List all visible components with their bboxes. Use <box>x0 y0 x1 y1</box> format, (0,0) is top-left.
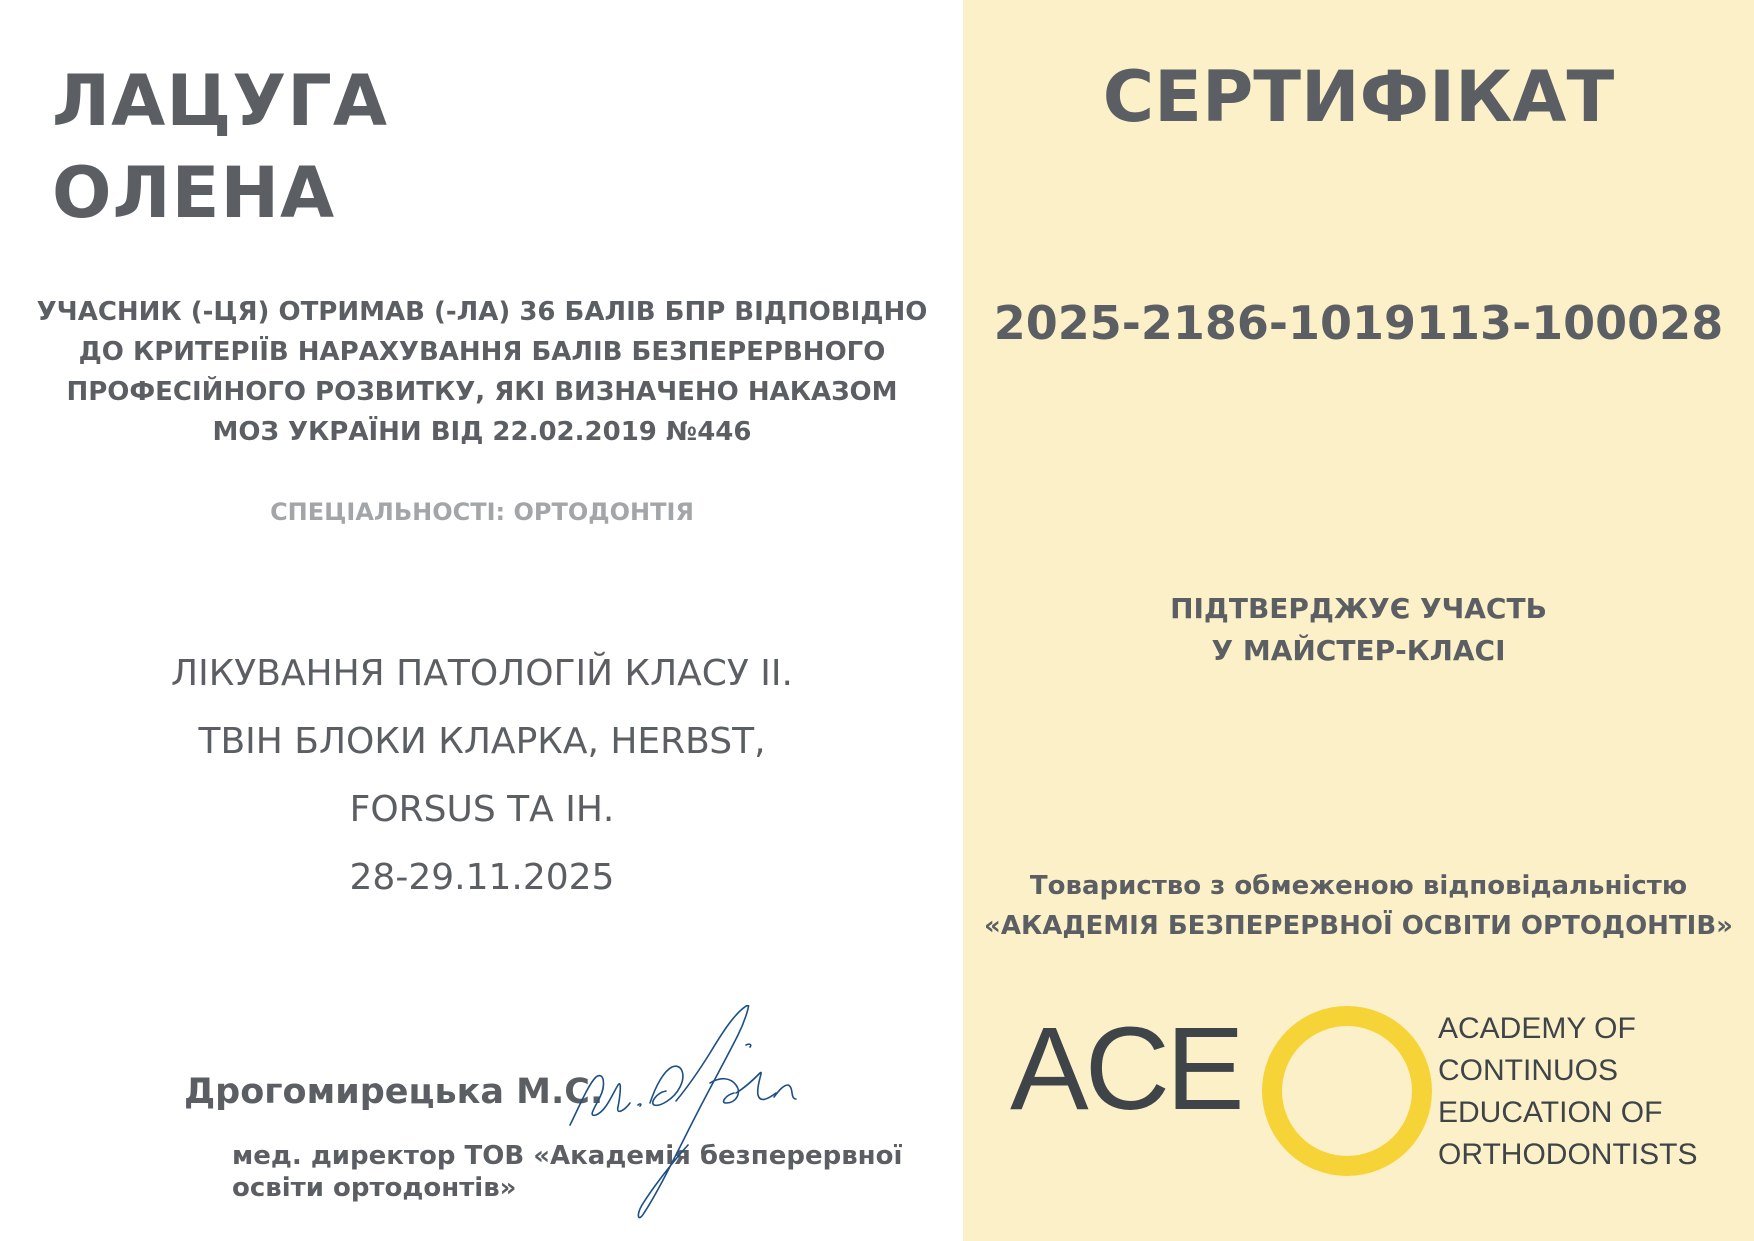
course-line: ТВІН БЛОКИ КЛАРКА, HERBST, <box>198 721 766 762</box>
signer-name: Дрогомирецька М.С. <box>184 1072 604 1112</box>
confirms-line: У МАЙСТЕР-КЛАСІ <box>1211 634 1506 667</box>
signer-role-line: освіти ортодонтів» <box>232 1173 517 1203</box>
confirms-participation <box>963 588 1754 672</box>
certificate-title: СЕРТИФІКАТ <box>1102 56 1615 138</box>
course-title <box>20 640 944 912</box>
criteria-line: ДО КРИТЕРІЇВ НАРАХУВАННЯ БАЛІВ БЕЗПЕРЕРВНОГО <box>78 337 886 367</box>
handwritten-signature <box>560 1005 860 1225</box>
specialty-label: СПЕЦІАЛЬНОСТІ: ОРТОДОНТІЯ <box>270 498 694 526</box>
logo-subtitle <box>1438 1008 1697 1176</box>
logo-subtitle-line: EDUCATION OF <box>1438 1096 1663 1129</box>
logo-ring-icon <box>1262 1006 1432 1176</box>
participant-first-name: ОЛЕНА <box>52 152 336 234</box>
criteria-line: ПРОФЕСІЙНОГО РОЗВИТКУ, ЯКІ ВИЗНАЧЕНО НАКАЗОМ <box>66 377 898 407</box>
organization-line: «АКАДЕМІЯ БЕЗПЕРЕРВНОЇ ОСВІТИ ОРТОДОНТІВ» <box>984 911 1733 941</box>
logo-acronym: ACE <box>1010 1003 1241 1135</box>
course-line: FORSUS ТА ІН. <box>349 789 615 830</box>
criteria-line: УЧАСНИК (-ЦЯ) ОТРИМАВ (-ЛА) 36 БАЛІВ БПР ВІДПОВІДНО <box>36 297 928 327</box>
confirms-line: ПІДТВЕРДЖУЄ УЧАСТЬ <box>1170 592 1547 625</box>
participant-surname: ЛАЦУГА <box>52 60 389 142</box>
logo-subtitle-line: CONTINUOS <box>1438 1054 1618 1087</box>
organization-line: Товариство з обмеженою відповідальністю <box>1029 871 1688 901</box>
organization-name <box>963 866 1754 946</box>
criteria-text <box>20 292 944 452</box>
certificate-number: 2025-2186-1019113-100028 <box>993 296 1724 350</box>
criteria-line: МОЗ УКРАЇНИ ВІД 22.02.2019 №446 <box>212 417 752 447</box>
signer-role-line: мед. директор ТОВ «Академія безперервної <box>232 1141 903 1171</box>
course-date: 28-29.11.2025 <box>349 857 615 898</box>
logo-subtitle-line: ACADEMY OF <box>1438 1012 1636 1045</box>
course-line: ЛІКУВАННЯ ПАТОЛОГІЙ КЛАСУ II. <box>171 653 793 694</box>
logo-subtitle-line: ORTHODONTISTS <box>1438 1138 1698 1171</box>
